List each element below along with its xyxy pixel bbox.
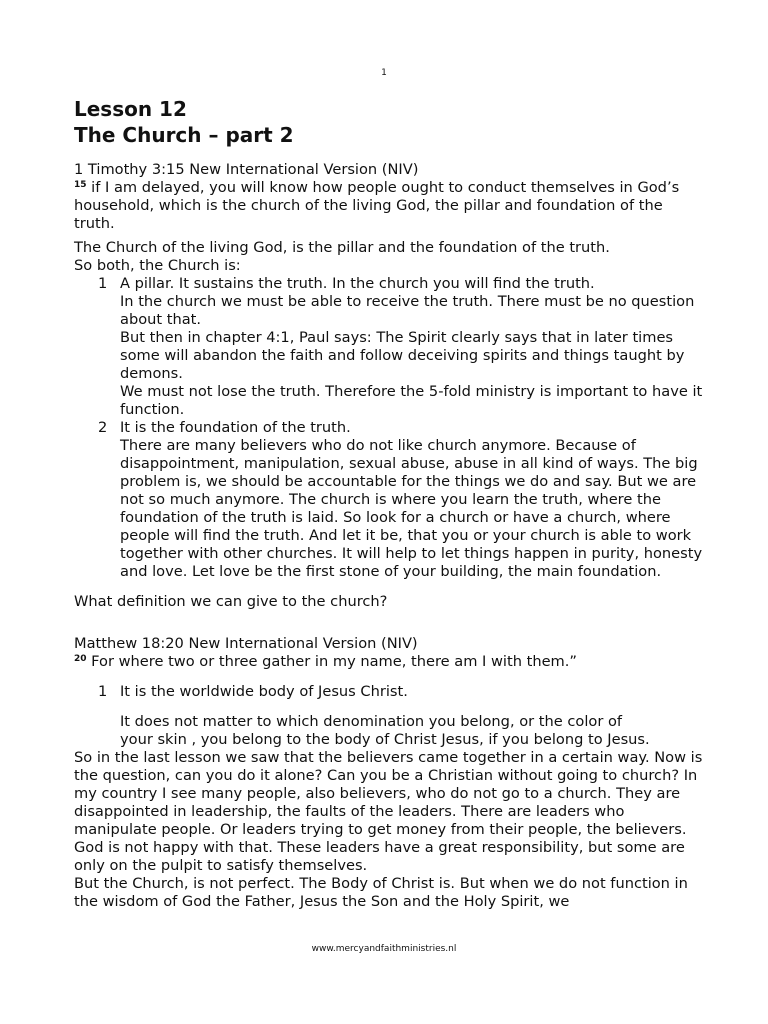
lesson-title <box>74 96 704 148</box>
question-text: What definition we can give to the church? <box>74 593 388 610</box>
list-number: 2 <box>98 419 108 436</box>
page-number: 1 <box>381 68 387 78</box>
body-hang-line-1: It does not matter to which denomination you belong, or the color of <box>120 713 623 730</box>
list-item <box>74 419 704 581</box>
body-hang-line-2: your skin , you belong to the body of Christ Jesus, if you belong to Jesus. <box>120 731 650 748</box>
verse-number: 15 <box>74 180 87 190</box>
footer-website: www.mercyandfaithministries.nl <box>311 944 457 954</box>
scripture-verse-1 <box>74 179 704 233</box>
list-paragraph: It is the foundation of the truth. <box>120 419 351 436</box>
scripture-reference-1: 1 Timothy 3:15 New International Version (NIV) <box>74 161 419 178</box>
scripture-reference-2: Matthew 18:20 New International Version (NIV) <box>74 635 418 652</box>
document-body <box>74 96 704 911</box>
intro-line-2: So both, the Church is: <box>74 257 241 274</box>
list-item <box>74 275 704 419</box>
title-line-1: Lesson 12 <box>74 97 187 121</box>
intro-line-1: The Church of the living God, is the pillar and the foundation of the truth. <box>74 239 610 256</box>
body-paragraph-2: But the Church, is not perfect. The Body of Christ is. But when we do not function in the wisdom of God the Father, Jesus the Son and the Holy Spirit, we <box>74 875 688 910</box>
list-paragraph: A pillar. It sustains the truth. In the church you will find the truth. <box>120 275 595 292</box>
body-paragraph-1: So in the last lesson we saw that the believers came together in a certain way. Now is the question, can you do it alone? Can you be a Christian without going to church? In my country I see many people, also believers, who do not go to a church. They are disappointed in leadership, the faults of the leaders. There are leaders who manipulate people. Or leaders trying to get money from their people, the believers. God is not happy with that. These leaders have a great responsibility, but some are only on the pulpit to satisfy themselves. <box>74 749 703 874</box>
list-paragraph: It is the worldwide body of Jesus Christ. <box>120 683 408 700</box>
list-paragraph: But then in chapter 4:1, Paul says: The Spirit clearly says that in later times some will abandon the faith and follow deceiving spirits and things taught by demons. <box>120 329 685 382</box>
list-paragraph: There are many believers who do not like church anymore. Because of disappointment, manipulation, sexual abuse, abuse in all kind of ways. The big problem is, we should be accountable for the things we do and say. But we are not so much anymore. The church is where you learn the truth, where the foundation of the truth is laid. So look for a church or have a church, where people will find the truth. And let it be, that you or your church is able to work together with other churches. It will help to let things happen in purity, honesty and love. Let love be the first stone of your building, the main foundation. <box>120 437 703 580</box>
list-paragraph: In the church we must be able to receive the truth. There must be no question about that. <box>120 293 695 328</box>
title-line-2: The Church – part 2 <box>74 123 294 147</box>
scripture-verse-2 <box>74 653 704 671</box>
list-number: 1 <box>98 683 108 700</box>
list-number: 1 <box>98 275 108 292</box>
verse-text: if I am delayed, you will know how people ought to conduct themselves in God’s household, which is the church of the living God, the pillar and foundation of the truth. <box>74 179 680 232</box>
verse-text: For where two or three gather in my name, there am I with them.” <box>91 653 577 670</box>
verse-number: 20 <box>74 654 87 664</box>
list-paragraph: We must not lose the truth. Therefore the 5-fold ministry is important to have it function. <box>120 383 703 418</box>
list-item <box>74 683 704 701</box>
